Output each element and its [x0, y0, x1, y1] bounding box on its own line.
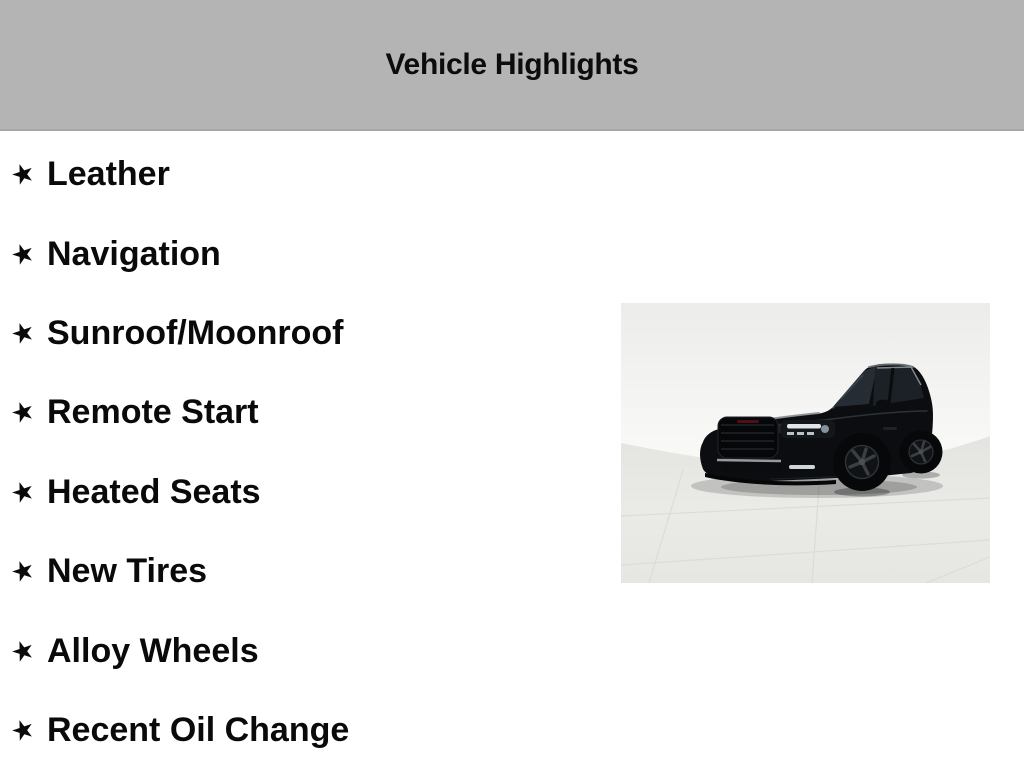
page-title: Vehicle Highlights [385, 47, 639, 81]
car-headlight [781, 420, 835, 438]
car-front-wheel [833, 433, 891, 491]
star-icon: ★ [6, 711, 40, 750]
vehicle-photo [621, 303, 990, 583]
highlight-label: Alloy Wheels [47, 631, 259, 670]
header-band [0, 0, 1024, 131]
highlight-label: Remote Start [47, 393, 259, 432]
car-mirror [876, 400, 890, 409]
star-icon: ★ [6, 156, 40, 194]
highlight-label: New Tires [47, 552, 208, 591]
star-icon: ★ [6, 314, 40, 353]
highlight-label: Leather [47, 155, 170, 194]
highlight-item-sunroof-moonroof [8, 294, 349, 373]
car-rear-wheel [900, 431, 943, 474]
star-icon: ★ [6, 394, 40, 432]
highlight-item-leather [8, 135, 349, 214]
vehicle-photo-image [621, 303, 990, 583]
highlight-label: Navigation [47, 234, 221, 273]
highlight-item-navigation [8, 214, 349, 293]
star-icon: ★ [6, 473, 40, 511]
highlight-item-heated-seats [8, 453, 349, 532]
highlight-label: Heated Seats [47, 472, 261, 511]
highlight-item-alloy-wheels [8, 611, 349, 690]
highlight-label: Sunroof/Moonroof [47, 313, 344, 352]
car-grille [717, 417, 781, 461]
highlight-item-recent-oil-change [8, 691, 349, 768]
highlight-item-new-tires [8, 532, 349, 611]
star-icon: ★ [6, 632, 40, 670]
highlight-item-remote-start [8, 373, 349, 452]
highlights-list [8, 135, 349, 768]
star-icon: ★ [6, 553, 40, 591]
star-icon: ★ [6, 235, 40, 273]
highlight-label: Recent Oil Change [47, 710, 350, 749]
